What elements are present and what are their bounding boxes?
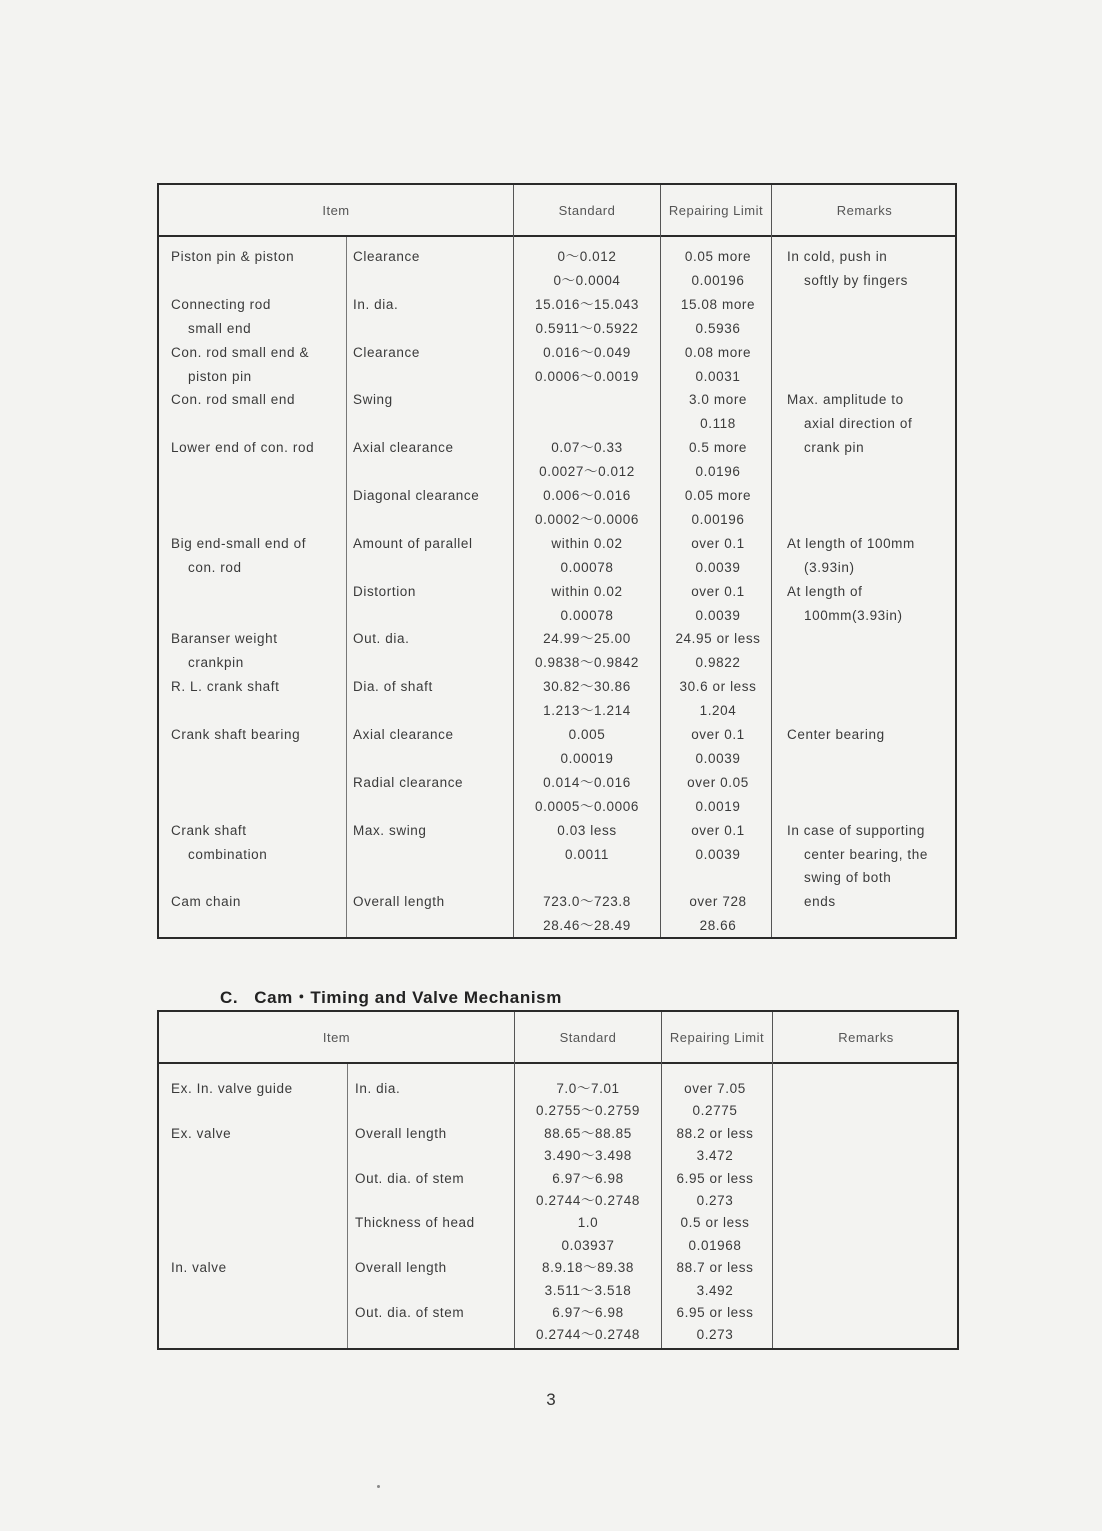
standard-cell: 8.9.18～89.38: [541, 1260, 635, 1276]
table-row: [159, 1190, 957, 1212]
standard-cell: 6.97～6.98: [552, 1170, 624, 1186]
subitem-cell: Axial clearance: [353, 440, 454, 456]
standard-cell: 3.511～3.518: [544, 1282, 632, 1298]
table-row: [159, 508, 955, 532]
standard-cell: 28.46～28.49: [543, 918, 631, 934]
table-row: [159, 651, 955, 675]
standard-cell: 24.99～25.00: [543, 631, 631, 647]
table-row: [159, 723, 955, 747]
table-row: [159, 1078, 957, 1100]
table-row: [159, 1145, 957, 1167]
speck-mark: [377, 1485, 380, 1488]
standard-cell: 0.014～0.016: [543, 774, 631, 790]
table-row: [159, 1257, 957, 1279]
standard-cell: 0.005: [568, 727, 606, 742]
item-cell: R. L. crank shaft: [171, 679, 280, 695]
repairing-limit-cell: over 728: [689, 894, 747, 910]
repairing-limit-cell: 0.5 more: [688, 440, 748, 456]
table-row: [159, 532, 955, 556]
standard-cell: 15.016～15.043: [535, 296, 639, 312]
repairing-limit-cell: 0.05 more: [684, 249, 752, 264]
remarks-cell: ends: [804, 894, 836, 910]
subitem-cell: In. dia.: [353, 296, 399, 312]
table-row: [159, 388, 955, 412]
repairing-limit-cell: 0.00196: [691, 511, 745, 527]
item-cell: Baranser weight: [171, 631, 278, 647]
standard-cell: 0.5911～0.5922: [535, 320, 639, 336]
standard-cell: 7.0～7.01: [556, 1081, 620, 1096]
repairing-limit-cell: 0.0019: [695, 798, 741, 814]
standard-cell: 0.0006～0.0019: [535, 368, 639, 384]
table-row: [159, 604, 955, 628]
repairing-limit-cell: 6.95 or less: [676, 1170, 754, 1186]
item-cell: In. valve: [171, 1260, 227, 1276]
section-title: Cam・Timing and Valve Mechanism: [254, 988, 562, 1007]
item-cell: piston pin: [188, 368, 252, 384]
item-cell: crankpin: [188, 655, 244, 671]
table-row: [159, 914, 955, 938]
subitem-cell: Thickness of head: [355, 1215, 475, 1231]
subitem-cell: Overall length: [355, 1125, 447, 1141]
standard-cell: 3.490～3.498: [544, 1148, 632, 1164]
header-item: Item: [322, 202, 350, 218]
table-row: [159, 843, 955, 867]
repairing-limit-cell: 3.0 more: [688, 392, 748, 408]
table-row: [159, 460, 955, 484]
repairing-limit-cell: 0.2775: [692, 1103, 738, 1119]
subitem-cell: Dia. of shaft: [353, 679, 433, 695]
table-row: [159, 747, 955, 771]
subitem-cell: In. dia.: [355, 1081, 401, 1096]
table-row: [159, 890, 955, 914]
header-repairing-limit: Repairing Limit: [668, 202, 764, 218]
standard-cell: 0.0011: [565, 846, 609, 862]
standard-cell: 723.0～723.8: [543, 894, 631, 910]
table-row: [159, 771, 955, 795]
repairing-limit-cell: 88.2 or less: [676, 1125, 754, 1141]
table-row: [159, 819, 955, 843]
repairing-limit-cell: 0.5936: [695, 320, 741, 336]
item-cell: Ex. In. valve guide: [171, 1081, 293, 1096]
header-repairing-limit: Repairing Limit: [669, 1029, 765, 1045]
repairing-limit-cell: 0.0196: [695, 464, 741, 480]
table-row: [159, 365, 955, 389]
table-row: [159, 436, 955, 460]
item-cell: Ex. valve: [171, 1125, 232, 1141]
table-row: [159, 1324, 957, 1346]
table-row: [159, 245, 955, 269]
specifications-table-cam-timing: [157, 1010, 959, 1350]
standard-cell: 88.65～88.85: [544, 1125, 632, 1141]
table-row: [159, 1100, 957, 1122]
subitem-cell: Overall length: [353, 894, 445, 910]
repairing-limit-cell: 0.273: [696, 1193, 734, 1208]
repairing-limit-cell: over 0.1: [691, 535, 745, 551]
table-body: [159, 237, 955, 937]
subitem-cell: Out. dia. of stem: [355, 1305, 465, 1320]
repairing-limit-cell: 88.7 or less: [676, 1260, 754, 1276]
standard-cell: 0.006～0.016: [543, 488, 631, 503]
repairing-limit-cell: 28.66: [699, 918, 737, 934]
repairing-limit-cell: over 0.1: [691, 583, 745, 599]
standard-cell: 30.82～30.86: [543, 679, 631, 695]
item-cell: Big end-small end of: [171, 535, 307, 551]
subitem-cell: Out. dia. of stem: [355, 1170, 465, 1186]
remarks-cell: crank pin: [804, 440, 865, 456]
subitem-cell: Distortion: [353, 583, 417, 599]
repairing-limit-cell: 3.472: [696, 1148, 734, 1164]
repairing-limit-cell: 0.0039: [695, 607, 741, 623]
standard-cell: within 0.02: [551, 535, 623, 551]
repairing-limit-cell: 6.95 or less: [676, 1305, 754, 1320]
header-standard: Standard: [559, 1029, 617, 1045]
standard-cell: 0.2755～0.2759: [536, 1103, 640, 1119]
standard-cell: 0.00078: [560, 607, 614, 623]
table-row: [159, 1123, 957, 1145]
table-row: [159, 341, 955, 365]
repairing-limit-cell: over 7.05: [684, 1081, 746, 1096]
standard-cell: 0.0027～0.012: [539, 464, 635, 480]
subitem-cell: Axial clearance: [353, 727, 454, 742]
table-row: [159, 1168, 957, 1190]
table-row: [159, 556, 955, 580]
standard-cell: 0.2744～0.2748: [536, 1193, 640, 1208]
repairing-limit-cell: 0.273: [696, 1327, 734, 1343]
standard-cell: 0.0002～0.0006: [535, 511, 639, 527]
table-row: [159, 1302, 957, 1324]
header-remarks: Remarks: [836, 202, 893, 218]
standard-cell: 0.0005～0.0006: [535, 798, 639, 814]
specifications-table-top: [157, 183, 957, 939]
table-row: [159, 580, 955, 604]
table-row: [159, 1280, 957, 1302]
remarks-cell: Max. amplitude to: [787, 392, 904, 408]
subitem-cell: Overall length: [355, 1260, 447, 1276]
remarks-cell: At length of 100mm: [787, 535, 915, 551]
standard-cell: 6.97～6.98: [552, 1305, 624, 1320]
remarks-cell: axial direction of: [804, 416, 913, 432]
section-letter: C.: [220, 988, 239, 1007]
item-cell: Connecting rod: [171, 296, 271, 312]
repairing-limit-cell: 24.95 or less: [675, 631, 761, 647]
remarks-cell: In case of supporting: [787, 822, 925, 838]
standard-cell: 0.00019: [560, 750, 614, 766]
item-cell: Piston pin & piston: [171, 249, 295, 264]
repairing-limit-cell: 0.118: [700, 416, 736, 432]
repairing-limit-cell: 15.08 more: [680, 296, 756, 312]
table-row: [159, 1212, 957, 1234]
subitem-cell: Out. dia.: [353, 631, 410, 647]
standard-cell: within 0.02: [551, 583, 623, 599]
subitem-cell: Diagonal clearance: [353, 488, 480, 503]
page-number: 3: [546, 1390, 556, 1409]
subitem-cell: Clearance: [353, 249, 420, 264]
standard-cell: 0～0.012: [557, 249, 617, 264]
item-cell: Lower end of con. rod: [171, 440, 315, 456]
standard-cell: 1.213～1.214: [543, 703, 631, 719]
item-cell: Crank shaft: [171, 822, 247, 838]
standard-cell: 0.9838～0.9842: [535, 655, 639, 671]
table-row: [159, 317, 955, 341]
remarks-cell: 100mm(3.93in): [804, 607, 903, 623]
table-row: [159, 484, 955, 508]
repairing-limit-cell: 0.08 more: [684, 344, 752, 360]
table-header: [159, 1012, 957, 1064]
table-body: [159, 1064, 957, 1348]
repairing-limit-cell: 0.01968: [688, 1237, 742, 1253]
subitem-cell: Swing: [353, 392, 393, 408]
repairing-limit-cell: 0.5 or less: [680, 1215, 750, 1231]
remarks-cell: In cold, push in: [787, 249, 888, 264]
subitem-cell: Amount of parallel: [353, 535, 473, 551]
remarks-cell: At length of: [787, 583, 863, 599]
repairing-limit-cell: 0.0039: [695, 846, 741, 862]
header-standard: Standard: [558, 202, 616, 218]
repairing-limit-cell: over 0.1: [691, 727, 745, 742]
header-item: Item: [322, 1029, 351, 1045]
repairing-limit-cell: over 0.05: [687, 774, 749, 790]
repairing-limit-cell: 3.492: [696, 1282, 734, 1298]
repairing-limit-cell: 0.00196: [691, 272, 745, 288]
remarks-cell: center bearing, the: [804, 846, 928, 862]
standard-cell: 0.03937: [561, 1237, 615, 1253]
standard-cell: 0.00078: [560, 559, 614, 575]
standard-cell: 0.03 less: [557, 822, 617, 838]
standard-cell: 0.07～0.33: [551, 440, 623, 456]
header-remarks: Remarks: [838, 1029, 894, 1045]
table-row: [159, 866, 955, 890]
section-heading: [220, 983, 562, 1008]
item-cell: small end: [188, 320, 252, 336]
item-cell: Crank shaft bearing: [171, 727, 301, 742]
item-cell: combination: [188, 846, 268, 862]
repairing-limit-cell: 0.0039: [695, 559, 741, 575]
table-row: [159, 675, 955, 699]
remarks-cell: swing of both: [804, 870, 892, 886]
standard-cell: 0～0.0004: [553, 272, 621, 288]
item-cell: con. rod: [188, 559, 242, 575]
table-row: [159, 412, 955, 436]
standard-cell: 1.0: [577, 1215, 599, 1231]
repairing-limit-cell: 0.0031: [695, 368, 741, 384]
table-header: [159, 185, 955, 237]
repairing-limit-cell: 0.9822: [695, 655, 741, 671]
item-cell: Con. rod small end &: [171, 344, 310, 360]
subitem-cell: Max. swing: [353, 822, 427, 838]
standard-cell: 0.016～0.049: [543, 344, 631, 360]
standard-cell: 0.2744～0.2748: [536, 1327, 640, 1343]
item-cell: Cam chain: [171, 894, 241, 910]
item-cell: Con. rod small end: [171, 392, 296, 408]
repairing-limit-cell: over 0.1: [691, 822, 745, 838]
table-row: [159, 293, 955, 317]
repairing-limit-cell: 1.204: [699, 703, 737, 719]
table-row: [159, 699, 955, 723]
repairing-limit-cell: 30.6 or less: [679, 679, 757, 695]
remarks-cell: (3.93in): [804, 559, 855, 575]
subitem-cell: Radial clearance: [353, 774, 464, 790]
remarks-cell: softly by fingers: [804, 272, 908, 288]
table-row: [159, 795, 955, 819]
subitem-cell: Clearance: [353, 344, 420, 360]
table-row: [159, 1235, 957, 1257]
remarks-cell: Center bearing: [787, 727, 885, 742]
table-row: [159, 269, 955, 293]
table-row: [159, 627, 955, 651]
repairing-limit-cell: 0.05 more: [684, 488, 752, 503]
repairing-limit-cell: 0.0039: [695, 750, 741, 766]
